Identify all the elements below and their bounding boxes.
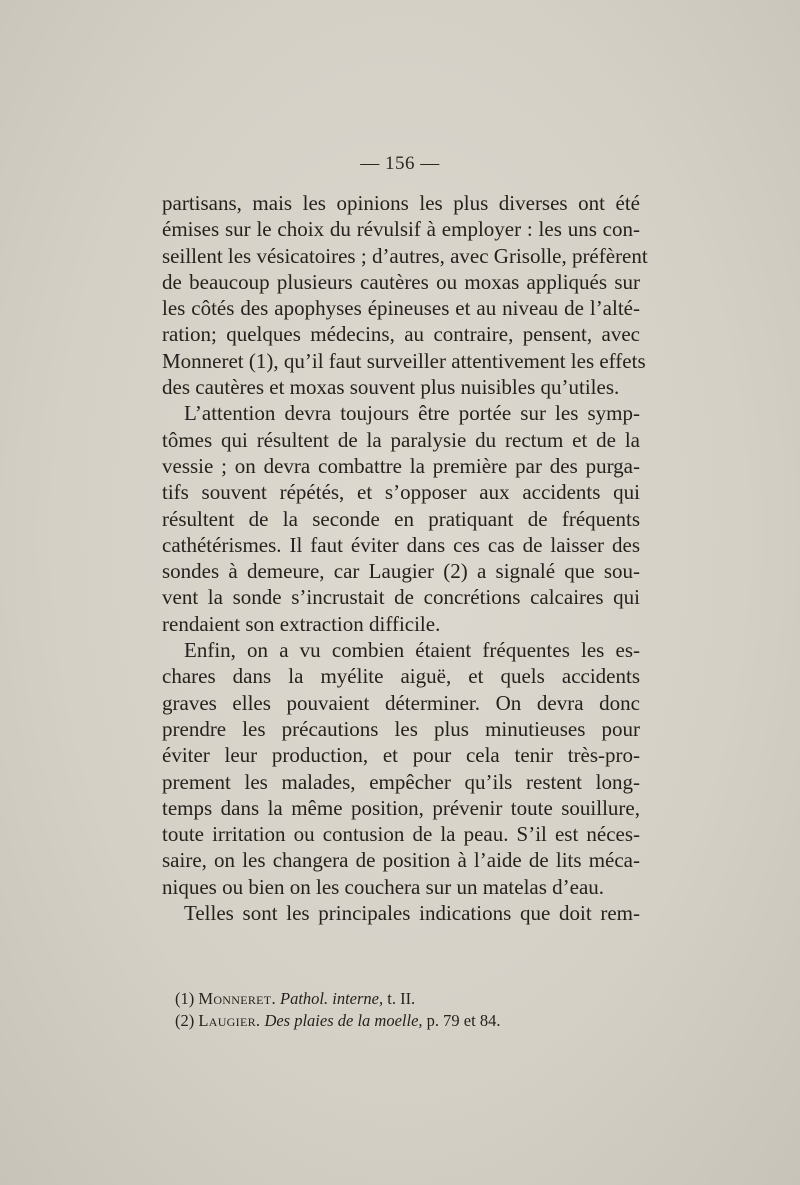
text-line: temps dans la même position, prévenir toute souillure,: [162, 795, 640, 820]
text-line: sondes à demeure, car Laugier (2) a signalé que sou-: [162, 559, 640, 584]
text-line: éviter leur production, et pour cela tenir très-pro-: [162, 743, 640, 768]
footnote-author: Monneret.: [198, 989, 276, 1008]
footnote-reference: t. II.: [387, 989, 416, 1008]
text-line: Monneret (1), qu’il faut surveiller attentivement les effets: [162, 348, 646, 373]
text-line: saire, on les changera de position à l’aide de lits méca-: [162, 848, 640, 873]
text-line: les côtés des apophyses épineuses et au niveau de l’alté-: [162, 296, 640, 321]
text-line: résultent de la seconde en pratiquant de fréquents: [162, 506, 640, 531]
text-line: chares dans la myélite aiguë, et quels accidents: [162, 664, 640, 689]
text-line: vessie ; on devra combattre la première par des purga-: [162, 453, 640, 478]
footnote-reference: p. 79 et 84.: [426, 1011, 501, 1030]
body-text: [162, 190, 648, 926]
text-line: graves elles pouvaient déterminer. On devra donc: [162, 690, 640, 715]
page-number: — 156 —: [360, 153, 440, 174]
footnotes: [175, 988, 635, 1032]
text-line: de beaucoup plusieurs cautères ou moxas appliqués sur: [162, 269, 640, 294]
text-line: émises sur le choix du révulsif à employer : les uns con-: [162, 217, 640, 242]
footnote-author: Laugier.: [198, 1011, 261, 1030]
text-line: cathétérismes. Il faut éviter dans ces cas de laisser des: [162, 532, 640, 557]
text-line: tifs souvent répétés, et s’opposer aux accidents qui: [162, 480, 640, 505]
text-line: toute irritation ou contusion de la peau. S’il est néces-: [162, 822, 640, 847]
text-line: ration; quelques médecins, au contraire, pensent, avec: [162, 322, 640, 347]
footnote-mark: (2): [175, 1011, 195, 1030]
text-line: vent la sonde s’incrustait de concrétions calcaires qui: [162, 585, 640, 610]
text-line: Telles sont les principales indications que doit rem-: [184, 901, 640, 926]
footnote-title: Des plaies de la moelle,: [264, 1011, 423, 1030]
text-line: prement les malades, empêcher qu’ils restent long-: [162, 769, 640, 794]
text-line: prendre les précautions les plus minutieuses pour: [162, 716, 640, 741]
text-line: tômes qui résultent de la paralysie du rectum et de la: [162, 427, 640, 452]
text-line: Enfin, on a vu combien étaient fréquentes les es-: [184, 638, 640, 663]
text-line: niques ou bien on les couchera sur un matelas d’eau.: [162, 874, 605, 899]
footnote-mark: (1): [175, 989, 195, 1008]
text-line: seillent les vésicatoires ; d’autres, avec Grisolle, préfèrent: [162, 243, 648, 268]
text-line: des cautères et moxas souvent plus nuisibles qu’utiles.: [162, 375, 620, 400]
text-line: rendaient son extraction difficile.: [162, 611, 441, 636]
text-line: L’attention devra toujours être portée sur les symp-: [184, 401, 640, 426]
footnote-title: Pathol. interne,: [280, 989, 384, 1008]
text-line: partisans, mais les opinions les plus diverses ont été: [162, 191, 640, 215]
footnote: [175, 1010, 635, 1032]
footnote: [175, 988, 635, 1010]
